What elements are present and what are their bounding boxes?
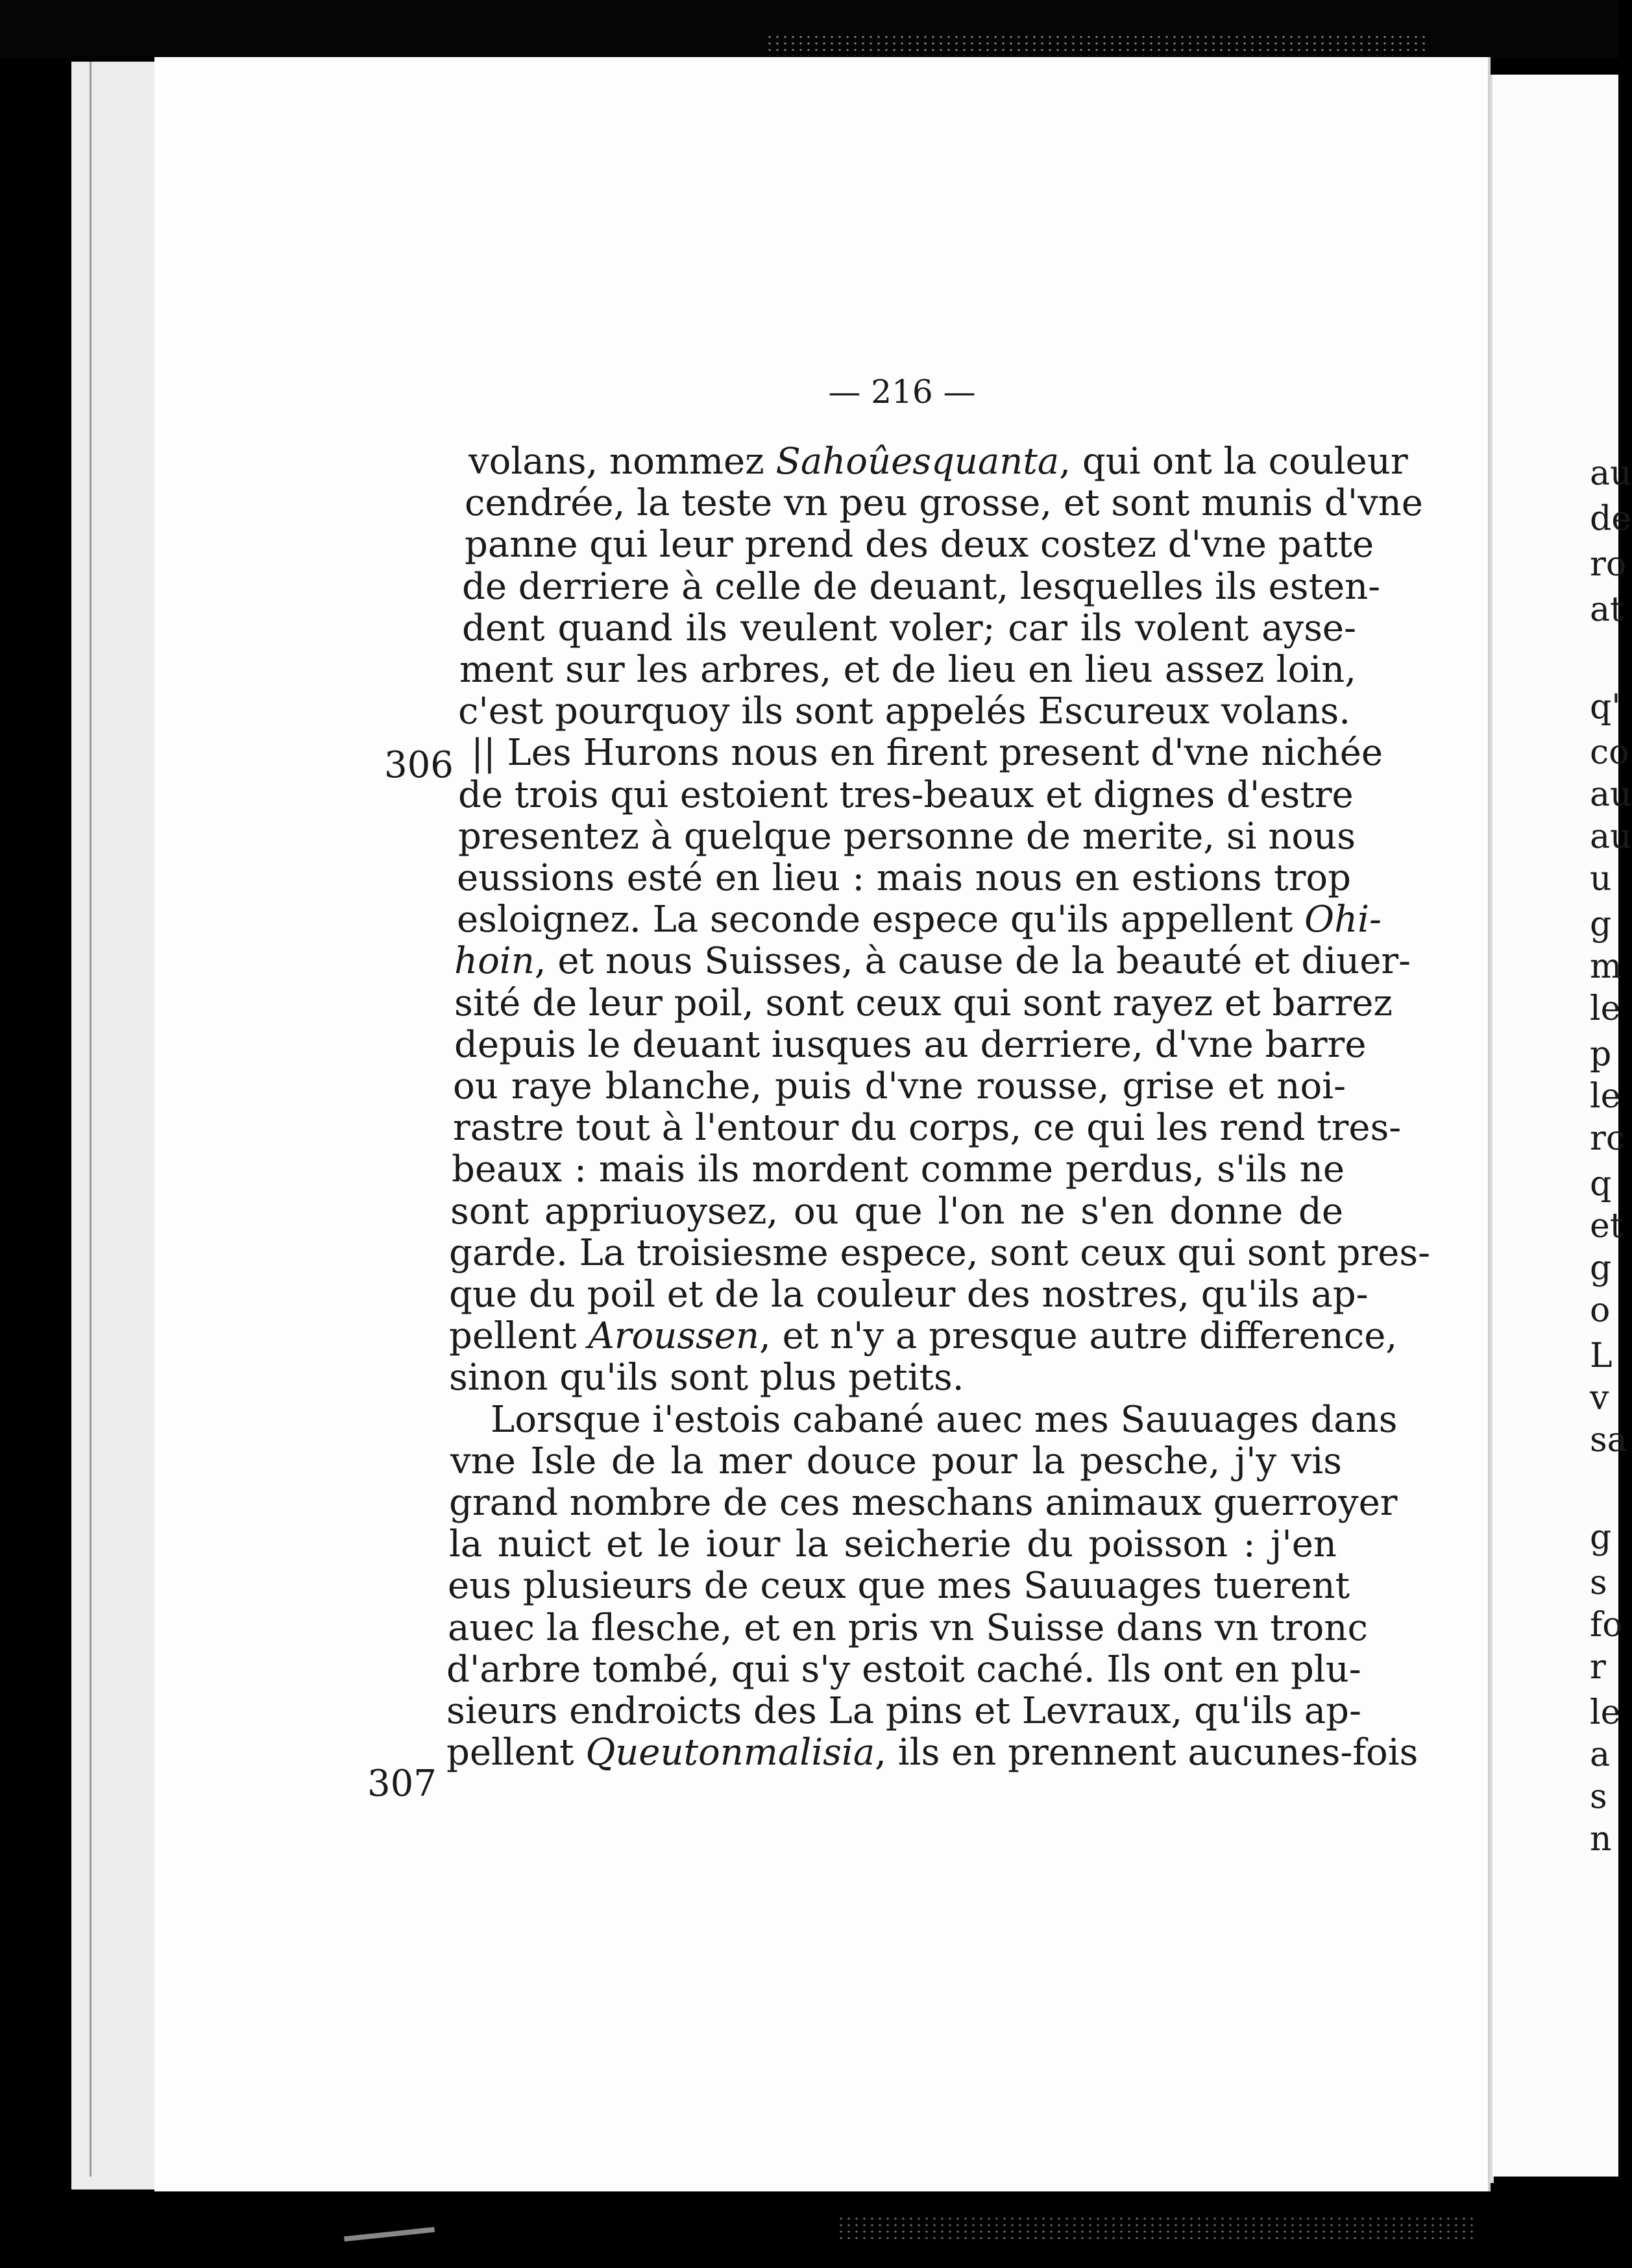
next-page-fragment: L <box>1590 1336 1613 1375</box>
next-page-fragment: au <box>1590 454 1632 493</box>
text-line: d'arbre tombé, qui s'y estoit caché. Ils ont en plu- <box>446 1648 1361 1691</box>
book-left-edge <box>71 62 156 2190</box>
text-line: rastre tout à l'entour du corps, ce qui les rend tres- <box>453 1107 1402 1150</box>
text-line: de trois qui estoient tres-beaux et dignes d'estre <box>458 773 1354 816</box>
text-line: vne Isle de la mer douce pour la pesche, j'y vis <box>450 1440 1342 1482</box>
next-page-fragment: r <box>1590 1648 1606 1687</box>
text-line: c'est pourquoy ils sont appelés Escureux volans. <box>458 690 1351 733</box>
book-left-edge-line <box>90 62 91 2177</box>
text-line: garde. La troisiesme espece, sont ceux qui sont pres- <box>449 1231 1431 1274</box>
text-line: dent quand ils veulent voler; car ils volent ayse- <box>462 607 1356 649</box>
scan-noise-bottom <box>837 2215 1473 2241</box>
next-page-fragment: p <box>1590 1035 1612 1074</box>
next-page-fragment: fo <box>1590 1606 1623 1645</box>
text-line: sont appriuoysez, ou que l'on ne s'en donne de <box>450 1190 1343 1233</box>
text-line: sieurs endroicts des La pins et Levraux, qu'ils ap- <box>446 1690 1361 1732</box>
next-page-fragment: q' <box>1590 688 1621 727</box>
next-page-fragment: le <box>1590 1693 1621 1732</box>
page-number: — 216 — <box>828 373 976 411</box>
next-page-fragment: u <box>1590 860 1612 899</box>
next-page-fragment: rc <box>1590 1119 1625 1158</box>
text-line: sinon qu'ils sont plus petits. <box>449 1357 964 1399</box>
margin-number-306: 306 <box>384 744 454 786</box>
text-line: volans, nommez Sahoûesquanta, qui ont la couleur <box>469 440 1408 483</box>
next-page-fragment: co <box>1590 733 1629 772</box>
text-line: de derriere à celle de deuant, lesquelles ils esten- <box>462 565 1381 608</box>
text-line: ou raye blanche, puis d'vne rousse, grise et noi- <box>453 1065 1346 1107</box>
text-line: la nuict et le iour la seicherie du poisson : j'en <box>449 1523 1337 1566</box>
next-page-fragment: le <box>1590 989 1621 1028</box>
text-line: panne qui leur prend des deux costez d'vne patte <box>465 524 1374 566</box>
next-page-fragment: a <box>1590 1735 1611 1774</box>
text-line: || Les Hurons nous en firent present d'vne nichée <box>471 732 1383 775</box>
text-line: hoin, et nous Suisses, à cause de la beauté et diuer- <box>454 940 1411 983</box>
next-page-fragment: sa <box>1590 1421 1627 1460</box>
text-line: sité de leur poil, sont ceux qui sont rayez et barrez <box>454 982 1393 1024</box>
text-line: pellent Queutonmalisia, ils en prennent aucunes-fois <box>446 1731 1419 1774</box>
text-line: eussions esté en lieu : mais nous en estions trop <box>457 857 1351 899</box>
next-page-fragment: s <box>1590 1563 1607 1602</box>
next-page-fragment: v <box>1590 1379 1609 1418</box>
scan-noise-top <box>766 34 1428 56</box>
next-page-fragment: g <box>1590 905 1612 944</box>
next-page-fragment: n <box>1590 1820 1612 1859</box>
text-line: depuis le deuant iusques au derriere, d'vne barre <box>454 1023 1367 1066</box>
scan-mark <box>344 2227 435 2242</box>
next-page-fragment: le <box>1590 1077 1621 1116</box>
text-line: Lorsque i'estois cabané auec mes Sauuages dans <box>491 1398 1398 1441</box>
text-line: presentez à quelque personne de merite, si nous <box>458 815 1356 858</box>
text-line: beaux : mais ils mordent comme perdus, s'ils ne <box>452 1148 1345 1191</box>
text-line: auec la flesche, et en pris vn Suisse dans vn tronc <box>448 1606 1368 1649</box>
next-page-fragment: o <box>1590 1291 1611 1330</box>
next-page-fragment: g <box>1590 1518 1612 1557</box>
margin-number-307: 307 <box>367 1763 437 1805</box>
next-page-fragment: ro <box>1590 545 1627 584</box>
next-page-fragment: at <box>1590 590 1624 629</box>
text-line: cendrée, la teste vn peu grosse, et sont munis d'vne <box>465 482 1423 525</box>
text-line: eus plusieurs de ceux que mes Sauuages tuerent <box>448 1565 1350 1608</box>
next-page-fragment: au <box>1590 817 1632 856</box>
next-page-fragment: q <box>1590 1164 1612 1203</box>
text-line: ment sur les arbres, et de lieu en lieu assez loin, <box>459 649 1356 691</box>
next-page-fragment: de <box>1590 500 1632 538</box>
text-line: esloignez. La seconde espece qu'ils appellent Ohi- <box>457 899 1382 941</box>
next-page-fragment: g <box>1590 1249 1612 1288</box>
next-page-fragment: m <box>1590 947 1622 986</box>
next-page-fragment: s <box>1590 1778 1607 1816</box>
next-page-fragment: au <box>1590 775 1632 814</box>
next-page-fragment: et <box>1590 1207 1624 1246</box>
text-line: grand nombre de ces meschans animaux guerroyer <box>449 1482 1398 1524</box>
text-line: que du poil et de la couleur des nostres, qu'ils ap- <box>449 1273 1369 1316</box>
text-line: pellent Aroussen, et n'y a presque autre difference, <box>449 1315 1398 1358</box>
